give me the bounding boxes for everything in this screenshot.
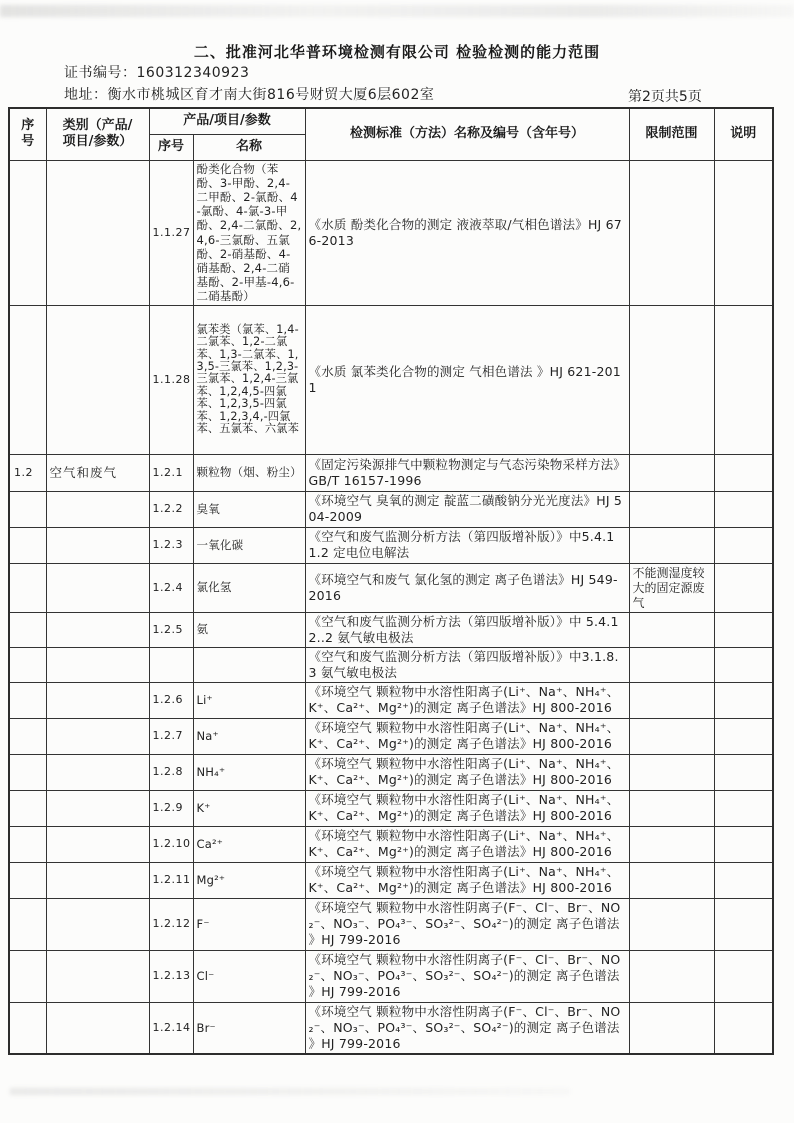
cell-standard: 《环境空气 颗粒物中水溶性阴离子(F⁻、Cl⁻、Br⁻、NO₂⁻、NO₃⁻、PO₄³⁻、SO₃²⁻、SO₄²⁻)的测定 离子色谱法 》HJ 799-2016 <box>305 898 629 950</box>
table-row <box>9 826 773 862</box>
cell-note <box>714 527 773 563</box>
cell-sub-no: 1.2.6 <box>149 682 193 718</box>
cell-name: 氨 <box>193 612 305 647</box>
cell-no <box>9 754 46 790</box>
cell-no <box>9 718 46 754</box>
cell-standard: 《环境空气和废气 氯化氢的测定 离子色谱法》HJ 549-2016 <box>305 563 629 612</box>
cell-sub-no: 1.2.1 <box>149 454 193 491</box>
cell-standard: 《环境空气 颗粒物中水溶性阴离子(F⁻、Cl⁻、Br⁻、NO₂⁻、NO₃⁻、PO₄³⁻、SO₃²⁻、SO₄²⁻)的测定 离子色谱法 》HJ 799-2016 <box>305 1002 629 1054</box>
cell-sub-no: 1.1.27 <box>149 160 193 305</box>
cell-category <box>46 950 149 1002</box>
cell-name: Li⁺ <box>193 682 305 718</box>
cell-name: 氯苯类（氯苯、1,4-二氯苯、1,2-二氯苯、1,3-二氯苯、1,3,5-三氯苯、1,2,3-三氯苯、1,2,4-三氯苯、1,2,4,5-四氯苯、1,2,3,5-四氯苯、1,2,3,4,-四氯苯、五氯苯、六氯苯 <box>193 305 305 454</box>
cell-standard: 《环境空气 臭氧的测定 靛蓝二磺酸钠分光光度法》HJ 504-2009 <box>305 491 629 527</box>
cell-limit <box>629 454 714 491</box>
address-line: 地址：衡水市桃城区育才南大街816号财贸大厦6层602室 <box>64 87 435 103</box>
cell-note <box>714 563 773 612</box>
table-row <box>9 305 773 454</box>
cell-standard: 《环境空气 颗粒物中水溶性阳离子(Li⁺、Na⁺、NH₄⁺、K⁺、Ca²⁺、Mg²⁺)的测定 离子色谱法》HJ 800-2016 <box>305 754 629 790</box>
cell-note <box>714 1002 773 1054</box>
cell-limit <box>629 305 714 454</box>
cell-limit <box>629 160 714 305</box>
capability-table <box>8 107 774 1055</box>
cell-category <box>46 160 149 305</box>
table-row <box>9 647 773 682</box>
cell-sub-no: 1.2.14 <box>149 1002 193 1054</box>
cell-sub-no: 1.2.10 <box>149 826 193 862</box>
cell-no <box>9 491 46 527</box>
table-row <box>9 718 773 754</box>
cell-note <box>714 160 773 305</box>
table-row <box>9 790 773 826</box>
cell-no <box>9 826 46 862</box>
table-row <box>9 754 773 790</box>
cell-standard: 《空气和废气监测分析方法（第四版增补版）》中3.1.8.3 氨气敏电极法 <box>305 647 629 682</box>
cell-note <box>714 454 773 491</box>
cell-limit <box>629 612 714 647</box>
cell-category <box>46 862 149 898</box>
cell-sub-no: 1.2.13 <box>149 950 193 1002</box>
cell-name: 颗粒物（烟、粉尘） <box>193 454 305 491</box>
cell-limit: 不能测湿度较大的固定源废气 <box>629 563 714 612</box>
cell-limit <box>629 950 714 1002</box>
table-row <box>9 950 773 1002</box>
cell-standard: 《空气和废气监测分析方法（第四版增补版）》中5.4.11.2 定电位电解法 <box>305 527 629 563</box>
table-row <box>9 612 773 647</box>
cell-standard: 《固定污染源排气中颗粒物测定与气态污染物采样方法》GB/T 16157-1996 <box>305 454 629 491</box>
cell-note <box>714 898 773 950</box>
header-name: 名称 <box>193 134 305 160</box>
cell-no <box>9 160 46 305</box>
cell-category <box>46 491 149 527</box>
table-row <box>9 454 773 491</box>
cell-name: 氯化氢 <box>193 563 305 612</box>
cell-limit <box>629 718 714 754</box>
cell-note <box>714 647 773 682</box>
cell-sub-no: 1.2.12 <box>149 898 193 950</box>
header-standard: 检测标准（方法）名称及编号（含年号） <box>305 108 629 160</box>
table-row <box>9 491 773 527</box>
header-limit: 限制范围 <box>629 108 714 160</box>
cell-standard: 《环境空气 颗粒物中水溶性阳离子(Li⁺、Na⁺、NH₄⁺、K⁺、Ca²⁺、Mg²⁺)的测定 离子色谱法》HJ 800-2016 <box>305 790 629 826</box>
cell-name: Ca²⁺ <box>193 826 305 862</box>
cell-note <box>714 612 773 647</box>
table-row <box>9 898 773 950</box>
cell-category <box>46 527 149 563</box>
cell-category <box>46 563 149 612</box>
cell-note <box>714 790 773 826</box>
cell-category <box>46 826 149 862</box>
cell-sub-no <box>149 647 193 682</box>
cell-category <box>46 790 149 826</box>
table-row <box>9 563 773 612</box>
cell-category <box>46 1002 149 1054</box>
cell-no <box>9 612 46 647</box>
header-note: 说明 <box>714 108 773 160</box>
cell-standard: 《水质 酚类化合物的测定 液液萃取/气相色谱法》HJ 676-2013 <box>305 160 629 305</box>
cell-note <box>714 718 773 754</box>
cell-category: 空气和废气 <box>46 454 149 491</box>
cell-no <box>9 647 46 682</box>
table-row <box>9 527 773 563</box>
cell-standard: 《环境空气 颗粒物中水溶性阴离子(F⁻、Cl⁻、Br⁻、NO₂⁻、NO₃⁻、PO₄³⁻、SO₃²⁻、SO₄²⁻)的测定 离子色谱法 》HJ 799-2016 <box>305 950 629 1002</box>
cell-name: 一氧化碳 <box>193 527 305 563</box>
cell-no <box>9 527 46 563</box>
cell-name <box>193 647 305 682</box>
cell-standard: 《环境空气 颗粒物中水溶性阳离子(Li⁺、Na⁺、NH₄⁺、K⁺、Ca²⁺、Mg²⁺)的测定 离子色谱法》HJ 800-2016 <box>305 718 629 754</box>
cell-sub-no: 1.2.5 <box>149 612 193 647</box>
table-row <box>9 1002 773 1054</box>
cell-note <box>714 862 773 898</box>
cell-category <box>46 647 149 682</box>
certificate-number: 证书编号：160312340923 <box>64 65 250 81</box>
cell-note <box>714 491 773 527</box>
cell-sub-no: 1.2.2 <box>149 491 193 527</box>
cell-name: Br⁻ <box>193 1002 305 1054</box>
cell-sub-no: 1.2.3 <box>149 527 193 563</box>
table-row <box>9 862 773 898</box>
cell-name: NH₄⁺ <box>193 754 305 790</box>
cell-name: Na⁺ <box>193 718 305 754</box>
cell-limit <box>629 527 714 563</box>
header-no: 序号 <box>9 108 46 160</box>
cell-limit <box>629 826 714 862</box>
cell-sub-no: 1.2.7 <box>149 718 193 754</box>
cell-standard: 《环境空气 颗粒物中水溶性阳离子(Li⁺、Na⁺、NH₄⁺、K⁺、Ca²⁺、Mg²⁺)的测定 离子色谱法》HJ 800-2016 <box>305 826 629 862</box>
cell-sub-no: 1.2.9 <box>149 790 193 826</box>
table-row <box>9 682 773 718</box>
page-indicator: 第2页共5页 <box>628 89 702 105</box>
table-body <box>9 160 773 1054</box>
cell-note <box>714 950 773 1002</box>
cell-standard: 《环境空气 颗粒物中水溶性阳离子(Li⁺、Na⁺、NH₄⁺、K⁺、Ca²⁺、Mg²⁺)的测定 离子色谱法》HJ 800-2016 <box>305 862 629 898</box>
cell-no <box>9 790 46 826</box>
cell-sub-no: 1.1.28 <box>149 305 193 454</box>
cell-category <box>46 612 149 647</box>
header-product-group: 产品/项目/参数 <box>149 108 305 134</box>
cell-limit <box>629 754 714 790</box>
cell-name: Mg²⁺ <box>193 862 305 898</box>
table-row <box>9 160 773 305</box>
cell-name: 酚类化合物（苯酚、3-甲酚、2,4-二甲酚、2-氯酚、4-氯酚、4-氯-3-甲酚、2,4-二氯酚、2,4,6-三氯酚、五氯酚、2-硝基酚、4-硝基酚、2,4-二硝基酚、2-甲基-4,6-二硝基酚） <box>193 160 305 305</box>
cell-note <box>714 754 773 790</box>
cell-limit <box>629 898 714 950</box>
cell-name: K⁺ <box>193 790 305 826</box>
cell-no <box>9 563 46 612</box>
page-title: 二、批准河北华普环境检测有限公司 检验检测的能力范围 <box>193 43 601 61</box>
cell-no <box>9 898 46 950</box>
cell-category <box>46 898 149 950</box>
cell-no <box>9 1002 46 1054</box>
cell-limit <box>629 790 714 826</box>
table-header <box>9 108 773 160</box>
cell-category <box>46 305 149 454</box>
cell-name: F⁻ <box>193 898 305 950</box>
cell-no <box>9 305 46 454</box>
cell-name: 臭氧 <box>193 491 305 527</box>
cell-category <box>46 718 149 754</box>
cell-sub-no: 1.2.8 <box>149 754 193 790</box>
cell-note <box>714 826 773 862</box>
cell-no <box>9 682 46 718</box>
cell-note <box>714 682 773 718</box>
cell-sub-no: 1.2.4 <box>149 563 193 612</box>
scan-artifact-bottom <box>10 1088 570 1095</box>
cell-standard: 《水质 氯苯类化合物的测定 气相色谱法 》HJ 621-2011 <box>305 305 629 454</box>
cell-limit <box>629 647 714 682</box>
cell-limit <box>629 1002 714 1054</box>
cell-sub-no: 1.2.11 <box>149 862 193 898</box>
cell-no <box>9 950 46 1002</box>
header-category: 类别（产品/项目/参数） <box>46 108 149 160</box>
cell-category <box>46 682 149 718</box>
cell-limit <box>629 491 714 527</box>
cell-limit <box>629 682 714 718</box>
scan-artifact-top <box>0 5 794 17</box>
header-sub-no: 序号 <box>149 134 193 160</box>
cell-note <box>714 305 773 454</box>
cell-no <box>9 862 46 898</box>
cell-no: 1.2 <box>9 454 46 491</box>
cell-standard: 《空气和废气监测分析方法（第四版增补版）》中 5.4.12..2 氨气敏电极法 <box>305 612 629 647</box>
cell-standard: 《环境空气 颗粒物中水溶性阳离子(Li⁺、Na⁺、NH₄⁺、K⁺、Ca²⁺、Mg²⁺)的测定 离子色谱法》HJ 800-2016 <box>305 682 629 718</box>
cell-name: Cl⁻ <box>193 950 305 1002</box>
cell-limit <box>629 862 714 898</box>
cell-category <box>46 754 149 790</box>
